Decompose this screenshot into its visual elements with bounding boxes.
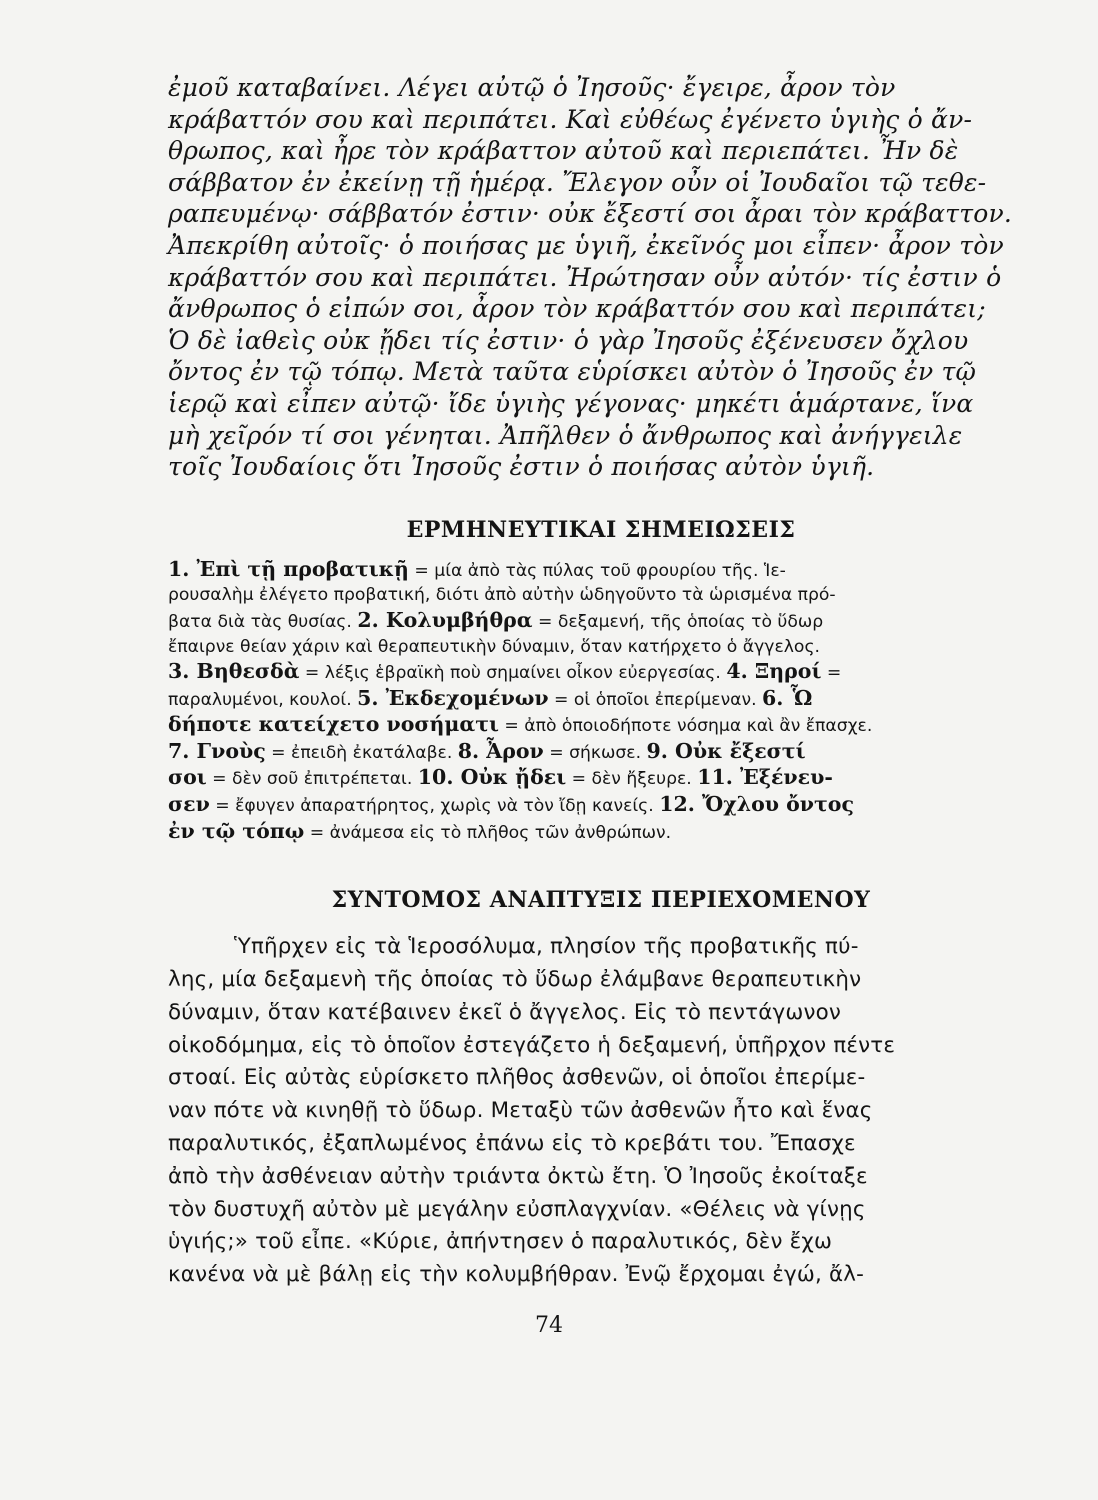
- note-term: σοι: [168, 765, 207, 790]
- summary-line: ὑγιής;» τοῦ εἶπε. «Κύριε, ἀπήντησεν ὁ παραλυτικός, δὲν ἔχω: [168, 1229, 833, 1255]
- note-text: = ἀπὸ ὁποιοδήποτε νόσημα καὶ ἂν ἔπασχε.: [498, 716, 873, 737]
- summary-line: παραλυτικός, ἐξαπλωμένος ἐπάνω εἰς τὸ κρεβάτι του. Ἔπασχε: [168, 1131, 856, 1157]
- summary-line: κανένα νὰ μὲ βάλῃ εἰς τὴν κολυμβήθραν. Ἐνῷ ἔρχομαι ἐγώ, ἄλ-: [168, 1262, 865, 1288]
- note-text: = ἐπειδὴ ἐκατάλαβε.: [265, 742, 458, 763]
- note-term: 1. Ἐπὶ τῇ προβατικῇ: [168, 556, 409, 581]
- note-term: 2. Κολυμβήθρα: [357, 607, 533, 632]
- summary-line: τὸν δυστυχῆ αὐτὸν μὲ μεγάλην εὐσπλαγχνίαν. «Θέλεις νὰ γίνῃς: [168, 1196, 866, 1222]
- note-term: 4. Ξηροί: [726, 659, 822, 684]
- scripture-line: ὄντος ἐν τῷ τόπῳ. Μετὰ ταῦτα εὑρίσκει αὐτὸν ὁ Ἰησοῦς ἐν τῷ: [168, 357, 977, 387]
- scripture-line: ραπευμένῳ· σάββατόν ἐστιν· οὐκ ἔξεστί σοι ἆραι τὸν κράβαττον.: [168, 199, 1013, 229]
- scripture-line: Ἀπεκρίθη αὐτοῖς· ὁ ποιήσας με ὑγιῆ, ἐκεῖνός μοι εἶπεν· ἆρον τὸν: [168, 230, 1004, 260]
- note-term: 11. Ἐξένευ-: [697, 765, 833, 790]
- summary-line: Ὑπῆρχεν εἰς τὰ Ἱεροσόλυμα, πλησίον τῆς προβατικῆς πύ-: [234, 934, 859, 960]
- note-term: 12. Ὄχλου ὄντος: [659, 792, 854, 817]
- note-text: = ἀνάμεσα εἰς τὸ πλῆθος τῶν ἀνθρώπων.: [304, 822, 672, 843]
- notes-line: [168, 557, 1034, 584]
- note-term: σεν: [168, 792, 210, 817]
- note-term: 7. Γνοὺς: [168, 738, 266, 763]
- scripture-line: ἐμοῦ καταβαίνει. Λέγει αὐτῷ ὁ Ἰησοῦς· ἔγειρε, ἆρον τὸν: [168, 73, 896, 102]
- scripture-line: μὴ χεῖρόν τί σοι γένηται. Ἀπῆλθεν ὁ ἄνθρωπος καὶ ἀνήγγειλε: [168, 420, 963, 450]
- summary-line: ναν πότε νὰ κινηθῇ τὸ ὕδωρ. Μεταξὺ τῶν ἀσθενῶν ἦτο καὶ ἕνας: [168, 1098, 873, 1124]
- note-text: = οἱ ὁποῖοι ἐπερίμεναν.: [548, 689, 763, 710]
- scripture-line: τοῖς Ἰουδαίοις ὅτι Ἰησοῦς ἐστιν ὁ ποιήσας αὐτὸν ὑγιῆ.: [168, 452, 875, 482]
- notes-line: [168, 712, 1034, 739]
- summary-line: ἀπὸ τὴν ἀσθένειαν αὐτὴν τριάντα ὀκτὼ ἔτη. Ὁ Ἰησοῦς ἐκοίταξε: [168, 1163, 868, 1189]
- scripture-line: Ὁ δὲ ἰαθεὶς οὐκ ᾔδει τίς ἐστιν· ὁ γὰρ Ἰησοῦς ἐξένευσεν ὄχλου: [168, 325, 969, 355]
- note-term: 10. Οὐκ ᾔδει: [417, 765, 567, 790]
- note-text: παραλυμένοι, κουλοί.: [168, 689, 358, 710]
- note-term: 3. Βηθεσδὰ: [168, 659, 300, 684]
- note-text: = δεξαμενή, τῆς ὁποίας τὸ ὕδωρ: [532, 611, 824, 632]
- notes-line: [168, 792, 1034, 819]
- notes-line: [168, 659, 1034, 686]
- summary-line: στοαί. Εἰς αὐτὰς εὑρίσκετο πλῆθος ἀσθενῶν, οἱ ὁποῖοι ἐπερίμε-: [168, 1065, 866, 1091]
- summary-line: δύναμιν, ὅταν κατέβαινεν ἐκεῖ ὁ ἄγγελος. Εἰς τὸ πεντάγωνον: [168, 999, 842, 1025]
- note-text: = δὲν ἤξευρε.: [566, 769, 698, 790]
- scripture-line: κράβαττόν σου καὶ περιπάτει. Καὶ εὐθέως ἐγένετο ὑγιὴς ὁ ἄν-: [168, 104, 973, 134]
- note-term: δήποτε κατείχετο νοσήματι: [168, 712, 499, 737]
- scripture-line: θρωπος, καὶ ἦρε τὸν κράβαττον αὐτοῦ καὶ περιεπάτει. Ἦν δὲ: [168, 136, 959, 166]
- note-text: = ἔφυγεν ἀπαρατήρητος, χωρὶς νὰ τὸν ἴδῃ κανείς.: [209, 796, 660, 817]
- note-term: 9. Οὐκ ἔξεστί: [646, 738, 806, 763]
- summary-heading: ΣΥΝΤΟΜΟΣ ΑΝΑΠΤΥΞΙΣ ΠΕΡΙΕΧΟΜΕΝΟΥ: [331, 887, 871, 914]
- note-text: = λέξις ἑβραϊκὴ ποὺ σημαίνει οἶκον εὐεργεσίας.: [299, 663, 727, 684]
- summary-line: οἰκοδόμημα, εἰς τὸ ὁποῖον ἐστεγάζετο ἡ δεξαμενή, ὑπῆρχον πέντε: [168, 1032, 896, 1058]
- summary-section: [168, 931, 1034, 1292]
- note-text: ἔπαιρνε θείαν χάριν καὶ θεραπευτικὴν δύναμιν, ὅταν κατήρχετο ὁ ἄγγελος.: [168, 636, 820, 657]
- summary-line: λης, μία δεξαμενὴ τῆς ὁποίας τὸ ὕδωρ ἐλάμβανε θεραπευτικὴν: [168, 967, 862, 993]
- note-text: βατα διὰ τὰς θυσίας.: [168, 611, 358, 632]
- notes-section: [168, 557, 1034, 846]
- scripture-line: σάββατον ἐν ἐκείνῃ τῇ ἡμέρᾳ. Ἔλεγον οὖν οἱ Ἰουδαῖοι τῷ τεθε-: [168, 167, 987, 197]
- notes-line: [168, 765, 1034, 792]
- scripture-line: ἄνθρωπος ὁ εἰπών σοι, ἆρον τὸν κράβαττόν σου καὶ περιπάτει;: [168, 294, 986, 324]
- page-number: 74: [535, 1313, 563, 1338]
- note-text: ρουσαλὴμ ἐλέγετο προβατική, διότι ἀπὸ αὐτὴν ὡδηγοῦντο τὰ ὡρισμένα πρό-: [168, 585, 836, 606]
- note-term: 6. Ὧ: [762, 685, 813, 710]
- notes-line: [168, 583, 1034, 608]
- scripture-line: ἱερῷ καὶ εἶπεν αὐτῷ· ἴδε ὑγιὴς γέγονας· μηκέτι ἁμάρτανε, ἵνα: [168, 388, 974, 418]
- notes-line: [168, 686, 1034, 713]
- note-term: 5. Ἐκδεχομένων: [357, 685, 549, 710]
- note-text: = μία ἀπὸ τὰς πύλας τοῦ φρουρίου τῆς. Ἱε-: [408, 560, 786, 581]
- notes-line: [168, 635, 1034, 660]
- page-body: [168, 72, 1034, 1292]
- note-term: ἐν τῷ τόπῳ: [168, 818, 305, 843]
- scripture-passage: [168, 72, 1034, 483]
- note-text: = δὲν σοῦ ἐπιτρέπεται.: [206, 769, 418, 790]
- notes-heading: ΕΡΜΗΝΕΥΤΙΚΑΙ ΣΗΜΕΙΩΣΕΙΣ: [406, 516, 796, 543]
- notes-line: [168, 819, 1034, 846]
- scripture-line: κράβαττόν σου καὶ περιπάτει. Ἠρώτησαν οὖν αὐτόν· τίς ἐστιν ὁ: [168, 262, 1002, 292]
- note-text: = σήκωσε.: [543, 742, 647, 763]
- note-term: 8. Ἆρον: [457, 738, 544, 763]
- notes-line: [168, 739, 1034, 766]
- notes-line: [168, 608, 1034, 635]
- note-text: =: [821, 663, 842, 684]
